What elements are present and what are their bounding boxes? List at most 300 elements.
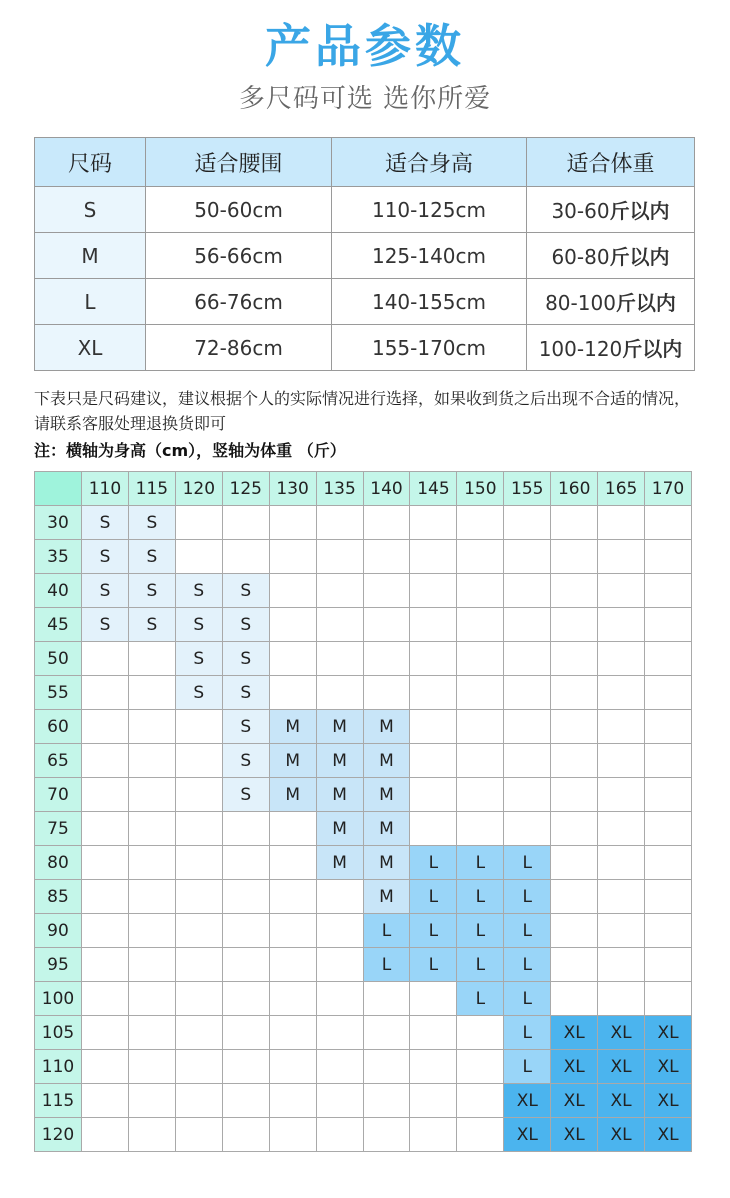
grid-cell (645, 506, 692, 540)
grid-cell (457, 506, 504, 540)
grid-cell (598, 812, 645, 846)
grid-cell (316, 880, 363, 914)
grid-cell: S (222, 608, 269, 642)
size-table-row (35, 187, 695, 233)
grid-cell (269, 1016, 316, 1050)
grid-cell: XL (598, 1118, 645, 1152)
grid-cell (645, 574, 692, 608)
grid-cell (269, 574, 316, 608)
grid-cell: M (316, 710, 363, 744)
grid-cell (457, 710, 504, 744)
grid-cell (457, 812, 504, 846)
grid-cell (269, 642, 316, 676)
grid-cell: L (504, 914, 551, 948)
grid-cell (457, 1118, 504, 1152)
grid-cell (457, 608, 504, 642)
grid-row (35, 1118, 692, 1152)
grid-cell (457, 1050, 504, 1084)
grid-cell (598, 540, 645, 574)
grid-cell (82, 880, 129, 914)
grid-row (35, 744, 692, 778)
grid-cell (269, 1118, 316, 1152)
weight-header: 110 (35, 1050, 82, 1084)
grid-cell (551, 676, 598, 710)
grid-cell (269, 914, 316, 948)
grid-cell (598, 710, 645, 744)
grid-cell (316, 948, 363, 982)
grid-row (35, 948, 692, 982)
size-table (34, 137, 695, 371)
grid-cell (598, 608, 645, 642)
grid-cell (645, 778, 692, 812)
grid-cell (645, 880, 692, 914)
grid-cell: L (504, 948, 551, 982)
grid-cell (410, 676, 457, 710)
grid-cell (128, 744, 175, 778)
grid-cell: L (504, 846, 551, 880)
weight-cell (527, 279, 695, 325)
grid-cell (645, 540, 692, 574)
grid-cell: M (363, 744, 410, 778)
header-weight: 适合体重 (527, 138, 695, 187)
grid-cell (222, 1050, 269, 1084)
grid-cell: M (316, 778, 363, 812)
weight-range: 80-100 (545, 291, 616, 315)
grid-cell: S (222, 744, 269, 778)
height-header: 155 (504, 472, 551, 506)
grid-cell (410, 1084, 457, 1118)
weight-header: 85 (35, 880, 82, 914)
grid-cell (82, 1050, 129, 1084)
height-header: 140 (363, 472, 410, 506)
grid-cell: L (504, 1016, 551, 1050)
height-header: 130 (269, 472, 316, 506)
header-size: 尺码 (35, 138, 146, 187)
grid-cell: L (363, 948, 410, 982)
grid-cell (551, 710, 598, 744)
grid-cell: L (457, 948, 504, 982)
grid-cell (175, 880, 222, 914)
grid-cell (363, 1016, 410, 1050)
grid-cell: S (222, 710, 269, 744)
grid-cell (410, 710, 457, 744)
grid-cell (363, 982, 410, 1016)
grid-cell: M (316, 744, 363, 778)
waist-cell: 66-76cm (146, 279, 332, 325)
axis-note: 注：横轴为身高（cm），竖轴为体重 （斤） (34, 441, 346, 460)
weight-range: 60-80 (551, 245, 610, 269)
grid-cell (598, 778, 645, 812)
grid-cell: XL (645, 1050, 692, 1084)
size-table-row (35, 279, 695, 325)
grid-row (35, 642, 692, 676)
grid-cell (551, 982, 598, 1016)
size-grid (34, 471, 692, 1152)
grid-cell (269, 1084, 316, 1118)
grid-cell: M (269, 710, 316, 744)
grid-row (35, 812, 692, 846)
waist-cell: 50-60cm (146, 187, 332, 233)
grid-cell (410, 778, 457, 812)
grid-cell: S (82, 608, 129, 642)
grid-cell (457, 1016, 504, 1050)
grid-cell (82, 676, 129, 710)
grid-cell (504, 540, 551, 574)
grid-cell: XL (598, 1016, 645, 1050)
height-header: 135 (316, 472, 363, 506)
grid-cell (175, 1084, 222, 1118)
weight-header: 30 (35, 506, 82, 540)
grid-cell (504, 608, 551, 642)
weight-cell (527, 187, 695, 233)
grid-cell (551, 846, 598, 880)
grid-cell (457, 574, 504, 608)
page-subtitle: 多尺码可选 选你所爱 (238, 84, 492, 114)
grid-cell (363, 506, 410, 540)
grid-cell (175, 914, 222, 948)
grid-cell (645, 982, 692, 1016)
grid-cell (316, 1118, 363, 1152)
grid-cell (222, 1016, 269, 1050)
grid-cell: M (316, 846, 363, 880)
grid-cell: S (82, 540, 129, 574)
grid-cell (551, 642, 598, 676)
grid-cell (645, 608, 692, 642)
grid-cell: L (457, 982, 504, 1016)
grid-cell (269, 846, 316, 880)
weight-cell (527, 325, 695, 371)
weight-header: 35 (35, 540, 82, 574)
grid-cell (128, 710, 175, 744)
grid-cell (598, 948, 645, 982)
grid-cell (175, 812, 222, 846)
grid-cell (551, 744, 598, 778)
grid-cell (128, 642, 175, 676)
grid-cell: XL (645, 1118, 692, 1152)
weight-header: 75 (35, 812, 82, 846)
grid-cell: S (82, 506, 129, 540)
height-cell: 125-140cm (332, 233, 527, 279)
grid-cell (82, 1016, 129, 1050)
grid-cell (128, 914, 175, 948)
grid-cell (222, 540, 269, 574)
grid-row (35, 540, 692, 574)
grid-cell (175, 1118, 222, 1152)
waist-cell: 56-66cm (146, 233, 332, 279)
grid-cell (504, 676, 551, 710)
grid-cell (598, 880, 645, 914)
grid-cell (128, 778, 175, 812)
height-header: 160 (551, 472, 598, 506)
grid-cell (222, 880, 269, 914)
grid-cell (410, 1118, 457, 1152)
grid-cell (128, 880, 175, 914)
grid-cell (175, 506, 222, 540)
grid-cell (363, 676, 410, 710)
height-cell: 155-170cm (332, 325, 527, 371)
grid-cell (551, 506, 598, 540)
weight-header: 120 (35, 1118, 82, 1152)
grid-cell: XL (598, 1050, 645, 1084)
grid-cell: M (363, 880, 410, 914)
grid-cell (363, 574, 410, 608)
grid-row (35, 880, 692, 914)
grid-cell: M (269, 744, 316, 778)
grid-cell (82, 948, 129, 982)
weight-header: 100 (35, 982, 82, 1016)
grid-cell (82, 744, 129, 778)
weight-range: 100-120 (538, 337, 623, 361)
grid-cell (457, 676, 504, 710)
grid-cell (269, 506, 316, 540)
header-waist: 适合腰围 (146, 138, 332, 187)
grid-header-row (35, 472, 692, 506)
grid-cell: S (222, 642, 269, 676)
grid-cell (175, 744, 222, 778)
grid-row (35, 846, 692, 880)
grid-row (35, 574, 692, 608)
grid-cell (598, 846, 645, 880)
weight-header: 60 (35, 710, 82, 744)
grid-cell: L (363, 914, 410, 948)
weight-header: 40 (35, 574, 82, 608)
grid-cell: S (222, 574, 269, 608)
grid-cell (82, 914, 129, 948)
size-cell: XL (35, 325, 146, 371)
weight-unit: 斤以内 (622, 337, 683, 361)
grid-cell (504, 778, 551, 812)
grid-cell: L (504, 880, 551, 914)
grid-cell (316, 1016, 363, 1050)
height-header: 170 (645, 472, 692, 506)
grid-cell (316, 506, 363, 540)
size-cell: S (35, 187, 146, 233)
grid-cell (598, 506, 645, 540)
grid-cell (222, 506, 269, 540)
size-table-header-row (35, 138, 695, 187)
grid-cell (551, 880, 598, 914)
grid-cell (269, 948, 316, 982)
grid-cell (82, 710, 129, 744)
grid-cell (363, 1084, 410, 1118)
grid-cell (175, 1050, 222, 1084)
grid-cell (128, 812, 175, 846)
grid-cell (457, 744, 504, 778)
grid-cell: L (410, 880, 457, 914)
grid-cell (82, 642, 129, 676)
grid-cell (645, 812, 692, 846)
size-cell: L (35, 279, 146, 325)
grid-cell (551, 914, 598, 948)
weight-header: 45 (35, 608, 82, 642)
grid-cell: XL (551, 1084, 598, 1118)
grid-cell (175, 710, 222, 744)
grid-cell (222, 914, 269, 948)
grid-cell (645, 710, 692, 744)
grid-cell (504, 642, 551, 676)
grid-row (35, 710, 692, 744)
grid-cell (504, 574, 551, 608)
grid-cell (410, 642, 457, 676)
grid-cell (128, 1118, 175, 1152)
grid-cell: S (128, 506, 175, 540)
height-header: 110 (82, 472, 129, 506)
weight-header: 95 (35, 948, 82, 982)
grid-cell (645, 676, 692, 710)
weight-header: 70 (35, 778, 82, 812)
grid-cell (82, 778, 129, 812)
grid-cell (598, 914, 645, 948)
grid-row (35, 982, 692, 1016)
grid-cell (551, 540, 598, 574)
grid-cell (222, 846, 269, 880)
grid-cell (316, 642, 363, 676)
grid-cell (316, 574, 363, 608)
grid-cell (457, 778, 504, 812)
weight-unit: 斤以内 (609, 245, 670, 269)
height-header: 150 (457, 472, 504, 506)
grid-cell: L (457, 846, 504, 880)
weight-unit: 斤以内 (615, 291, 676, 315)
height-cell: 140-155cm (332, 279, 527, 325)
grid-cell (598, 676, 645, 710)
grid-cell (82, 1118, 129, 1152)
grid-cell: L (504, 982, 551, 1016)
grid-cell: M (363, 710, 410, 744)
grid-cell (410, 744, 457, 778)
grid-cell (269, 608, 316, 642)
grid-cell: S (175, 642, 222, 676)
grid-cell (316, 1084, 363, 1118)
weight-header: 90 (35, 914, 82, 948)
grid-cell (82, 1084, 129, 1118)
grid-cell (457, 642, 504, 676)
grid-cell (128, 1084, 175, 1118)
grid-cell (316, 982, 363, 1016)
grid-cell (551, 812, 598, 846)
grid-cell (128, 1050, 175, 1084)
grid-cell: M (269, 778, 316, 812)
height-header: 125 (222, 472, 269, 506)
size-table-row (35, 233, 695, 279)
grid-row (35, 778, 692, 812)
grid-cell: L (504, 1050, 551, 1084)
grid-cell (551, 948, 598, 982)
grid-cell: XL (645, 1084, 692, 1118)
grid-cell (363, 1118, 410, 1152)
grid-cell (457, 540, 504, 574)
grid-cell: XL (551, 1050, 598, 1084)
grid-row (35, 914, 692, 948)
grid-cell (410, 1050, 457, 1084)
grid-cell: S (222, 778, 269, 812)
grid-cell (316, 540, 363, 574)
grid-cell (175, 778, 222, 812)
weight-header: 80 (35, 846, 82, 880)
grid-cell (504, 506, 551, 540)
grid-cell: L (457, 880, 504, 914)
weight-header: 65 (35, 744, 82, 778)
grid-cell (410, 540, 457, 574)
height-header: 115 (128, 472, 175, 506)
grid-cell: L (410, 846, 457, 880)
grid-cell (269, 982, 316, 1016)
grid-cell: M (363, 812, 410, 846)
grid-cell: S (222, 676, 269, 710)
grid-cell (222, 812, 269, 846)
grid-cell (645, 744, 692, 778)
grid-cell (645, 948, 692, 982)
grid-cell (316, 676, 363, 710)
grid-row (35, 1050, 692, 1084)
weight-unit: 斤以内 (609, 199, 670, 223)
grid-cell: XL (504, 1118, 551, 1152)
grid-cell (175, 846, 222, 880)
grid-cell: XL (504, 1084, 551, 1118)
grid-cell (175, 982, 222, 1016)
grid-cell: S (175, 608, 222, 642)
grid-cell (551, 608, 598, 642)
grid-cell: M (363, 778, 410, 812)
grid-cell (175, 948, 222, 982)
grid-row (35, 506, 692, 540)
grid-cell (363, 608, 410, 642)
grid-row (35, 608, 692, 642)
grid-cell (410, 506, 457, 540)
grid-cell (316, 608, 363, 642)
size-cell: M (35, 233, 146, 279)
grid-cell (504, 744, 551, 778)
grid-cell: M (316, 812, 363, 846)
grid-cell (363, 1050, 410, 1084)
grid-cell: L (410, 914, 457, 948)
grid-cell: XL (551, 1016, 598, 1050)
grid-cell (269, 1050, 316, 1084)
grid-row (35, 1084, 692, 1118)
grid-cell: M (363, 846, 410, 880)
weight-cell (527, 233, 695, 279)
weight-range: 30-60 (551, 199, 610, 223)
grid-cell (128, 846, 175, 880)
waist-cell: 72-86cm (146, 325, 332, 371)
grid-cell: S (128, 574, 175, 608)
grid-cell: L (457, 914, 504, 948)
weight-header: 105 (35, 1016, 82, 1050)
height-header: 120 (175, 472, 222, 506)
grid-cell (175, 540, 222, 574)
grid-cell (410, 574, 457, 608)
grid-cell (410, 608, 457, 642)
grid-cell (598, 744, 645, 778)
grid-cell (128, 982, 175, 1016)
grid-cell: XL (598, 1084, 645, 1118)
grid-cell (269, 676, 316, 710)
grid-cell (128, 676, 175, 710)
grid-cell (504, 710, 551, 744)
grid-cell: S (175, 574, 222, 608)
grid-cell (598, 982, 645, 1016)
grid-cell (222, 982, 269, 1016)
grid-cell: S (175, 676, 222, 710)
grid-cell (363, 540, 410, 574)
grid-row (35, 676, 692, 710)
grid-cell (269, 812, 316, 846)
grid-cell: XL (645, 1016, 692, 1050)
grid-cell (457, 1084, 504, 1118)
weight-header: 50 (35, 642, 82, 676)
grid-cell (222, 948, 269, 982)
grid-cell (410, 812, 457, 846)
